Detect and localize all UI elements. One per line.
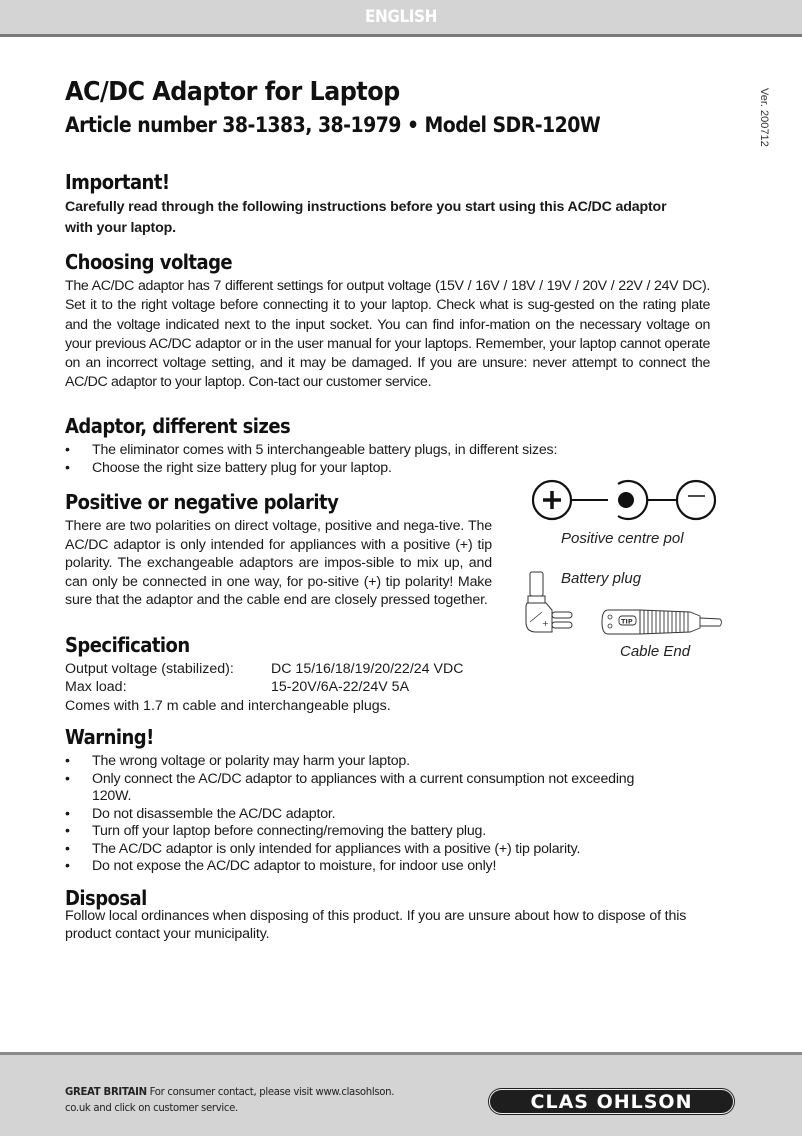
document-subtitle: Article number 38-1383, 38-1979 • Model SDR-120W — [65, 113, 601, 137]
battery-plug-label: Battery plug — [561, 570, 642, 587]
language-label: ENGLISH — [365, 7, 437, 27]
polarity-label: Positive centre pol — [561, 530, 684, 547]
adaptor-sizes-list — [65, 442, 705, 477]
spec-label: Output voltage (stabilized): — [65, 661, 234, 677]
specification-table — [65, 661, 505, 717]
language-header-band — [0, 0, 802, 37]
important-text: Carefully read through the following instructions before you start using this AC/DC adaptor with your laptop. — [65, 199, 667, 236]
list-item: • The AC/DC adaptor is only intended for appliances with a positive (+) tip polarity. — [65, 841, 665, 859]
version-label: Ver. 200712 — [758, 88, 770, 147]
important-heading: Important! — [65, 170, 170, 194]
spec-note: Comes with 1.7 m cable and interchangeable plugs. — [65, 698, 391, 714]
list-item: • Only connect the AC/DC adaptor to appliances with a current consumption not exceeding 120W. — [65, 771, 665, 806]
svg-text:TIP: TIP — [621, 617, 633, 626]
battery-plug-icon — [522, 570, 582, 640]
list-item: • Do not expose the AC/DC adaptor to moisture, for indoor use only! — [65, 858, 665, 876]
polarity-text: There are two polarities on direct voltage, positive and nega-tive. The AC/DC adaptor is only intended for appliances with a positive (+) tip polarity. The exchangeable adaptors are impos-sible to mix up, and can only be connected in one way, for po-sitive (+) tip polarity! Make sure that the adaptor and the cable end are closely pressed together. — [65, 518, 492, 608]
cable-end-label: Cable End — [620, 643, 691, 660]
clas-ohlson-logo: CLAS OHLSON — [489, 1089, 734, 1114]
svg-text:+: + — [542, 619, 549, 628]
spec-row — [65, 679, 505, 697]
contact-line-1: For consumer contact, please visit www.clasohlson. — [149, 1085, 395, 1098]
battery-plug-illustration — [522, 570, 582, 640]
list-item: • Do not disassemble the AC/DC adaptor. — [65, 806, 665, 824]
spec-value: 15-20V/6A-22/24V 5A — [271, 678, 410, 695]
cable-end-icon — [600, 606, 724, 638]
warning-list — [65, 753, 665, 876]
spec-label: Max load: — [65, 678, 127, 695]
specification-heading: Specification — [65, 633, 190, 657]
warning-heading: Warning! — [65, 725, 154, 749]
contact-line-2: co.uk and click on customer service. — [65, 1100, 238, 1114]
disposal-heading: Disposal — [65, 886, 147, 910]
positive-centre-polarity-icon — [528, 477, 720, 525]
cable-end-illustration — [600, 606, 724, 638]
disposal-text: Follow local ordinances when disposing of this product. If you are unsure about how to dispose of this product contact your municipality. — [65, 908, 687, 942]
document-title: AC/DC Adaptor for Laptop — [65, 77, 400, 107]
list-item: • Turn off your laptop before connecting/removing the battery plug. — [65, 823, 665, 841]
polarity-heading: Positive or negative polarity — [65, 490, 339, 514]
spec-value: DC 15/16/18/19/20/22/24 VDC — [271, 661, 464, 677]
list-item: • Choose the right size battery plug for your laptop. — [65, 460, 705, 478]
footer-band — [0, 1052, 802, 1136]
list-item: • The eliminator comes with 5 interchangeable battery plugs, in different sizes: — [65, 442, 705, 460]
list-item: • The wrong voltage or polarity may harm your laptop. — [65, 753, 665, 771]
consumer-contact — [65, 1084, 394, 1115]
choosing-voltage-text: The AC/DC adaptor has 7 different settings for output voltage (15V / 16V / 18V / 19V / 20V / 22V / 24V DC). Set it to the right voltage before connecting it to your laptop. Check what is sug-gested on the rating plate and the voltage indicated next to the input socket. You can find infor-mation on the necessary voltage on your previous AC/DC adaptor or in the user manual for your laptops. Remember, your laptop cannot operate on an incorrect voltage setting, and it may be damaged. If you are unsure: never attempt to connect the AC/DC adaptor to your laptop. Con-tact our customer service. — [65, 278, 710, 391]
spec-row — [65, 661, 505, 679]
choosing-voltage-heading: Choosing voltage — [65, 250, 233, 274]
adaptor-sizes-heading: Adaptor, different sizes — [65, 414, 291, 438]
country-label: GREAT BRITAIN — [65, 1085, 147, 1098]
polarity-diagram — [528, 477, 720, 525]
